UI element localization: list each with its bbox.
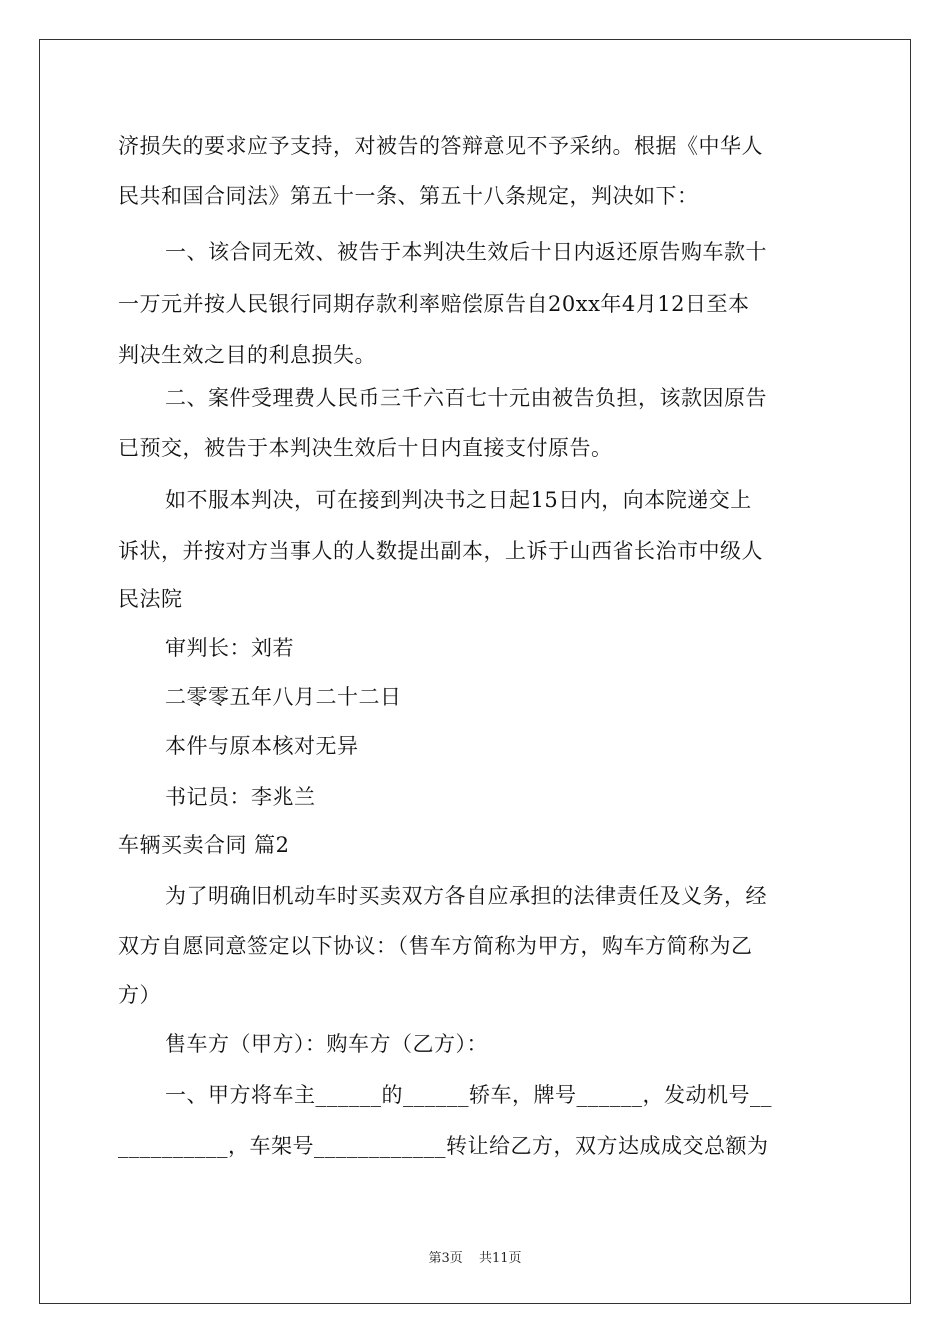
text-line: 如不服本判决，可在接到判决书之日起15日内，向本院递交上 — [165, 488, 752, 512]
text-line: 济损失的要求应予支持，对被告的答辩意见不予采纳。根据《中华人 — [118, 134, 763, 158]
text-line: 本件与原本核对无异 — [165, 734, 359, 758]
text-line: 民法院 — [118, 587, 183, 611]
text-line: 审判长：刘若 — [165, 636, 294, 660]
text-line: 为了明确旧机动车时买卖双方各自应承担的法律责任及义务，经 — [165, 884, 767, 908]
text-line: 二零零五年八月二十二日 — [165, 685, 402, 709]
page-total: 共11页 — [478, 1251, 522, 1266]
text-line: 二、案件受理费人民币三千六百七十元由被告负担，该款因原告 — [165, 386, 767, 410]
section-heading: 车辆买卖合同 篇2 — [118, 833, 290, 857]
page-footer — [0, 1247, 950, 1266]
text-line: 书记员：李兆兰 — [165, 785, 316, 809]
text-line: 方） — [118, 983, 161, 1007]
text-line: 已预交，被告于本判决生效后十日内直接支付原告。 — [118, 436, 613, 460]
text-line: 双方自愿同意签定以下协议：（售车方简称为甲方，购车方简称为乙 — [118, 934, 753, 958]
text-line: 售车方（甲方）：购车方（乙方）： — [165, 1032, 488, 1056]
text-line: __________，车架号____________转让给乙方，双方达成成交总额为 — [118, 1134, 769, 1158]
text-line: 判决生效之目的利息损失。 — [118, 343, 376, 367]
text-line: 一、甲方将车主______的______轿车，牌号______，发动机号__ — [165, 1083, 772, 1107]
page-number: 第3页 — [428, 1251, 463, 1266]
text-line: 一万元并按人民银行同期存款利率赔偿原告自20xx年4月12日至本 — [118, 292, 750, 316]
text-line: 民共和国合同法》第五十一条、第五十八条规定，判决如下： — [118, 184, 699, 208]
text-line: 一、该合同无效、被告于本判决生效后十日内返还原告购车款十 — [165, 240, 767, 264]
text-line: 诉状，并按对方当事人的人数提出副本，上诉于山西省长治市中级人 — [118, 539, 763, 563]
